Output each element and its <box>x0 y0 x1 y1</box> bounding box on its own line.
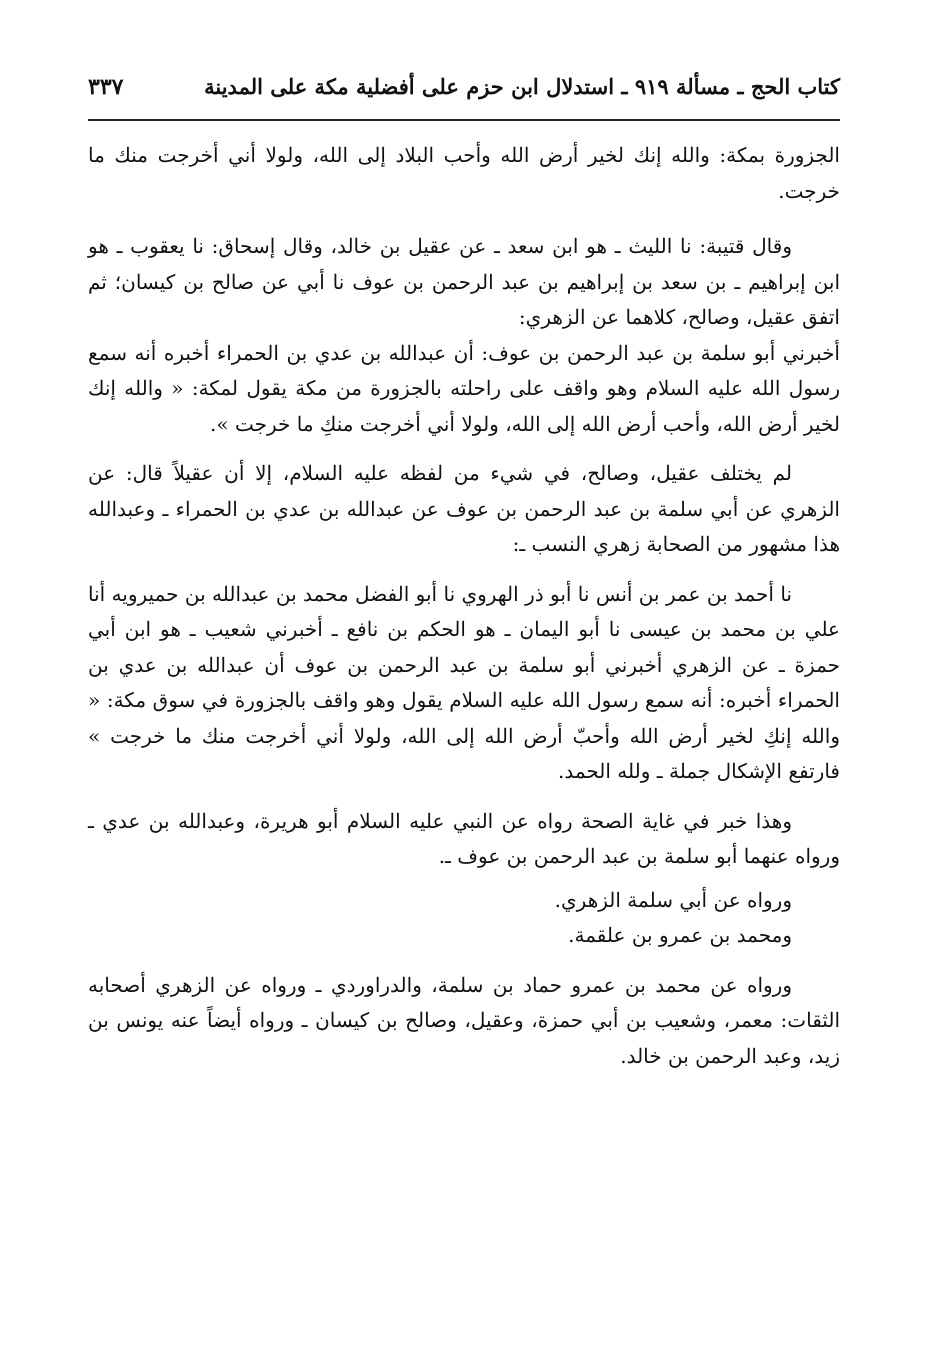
paragraph-isnad-qutayba: وقال قتيبة: نا الليث ـ هو ابن سعد ـ عن عقيل بن خالد، وقال إسحاق: نا يعقوب ـ هو ابن إبراهيم ـ بن سعد بن إبراهيم بن عبد الرحمن بن عوف نا أبي عن صالح بن كيسان؛ ثم اتفق عقيل، وصالح، كلاهما عن الزهري: <box>88 234 840 329</box>
paragraph-muhammad: ومحمد بن عمرو بن علقمة. <box>568 923 792 947</box>
paragraph-agreement: لم يختلف عقيل، وصالح، في شيء من لفظه عليه السلام، إلا أن عقيلاً قال: عن الزهري عن أبي سلمة بن عبد الرحمن بن عوف عن عبدالله بن عدي بن الحمراء ـ وعبدالله هذا مشهور من الصحابة زهري النسب ـ: <box>88 461 840 556</box>
running-header <box>88 70 840 110</box>
paragraph-zuhri: ورواه عن أبي سلمة الزهري. <box>554 887 792 912</box>
paragraph-hadith-text: أخبرني أبو سلمة بن عبد الرحمن بن عوف: أن عبدالله بن عدي بن الحمراء أخبره أنه سمع رسول الله عليه السلام وهو واقف على راحلته بالجزورة من مكة يقول لمكة: « والله إنك لخير أرض الله، وأحب أرض الله إلى الله، ولولا أني أخرجت منكِ ما خرجت ». <box>88 340 840 436</box>
paragraph-authenticity: وهذا خبر في غاية الصحة رواه عن النبي عليه السلام أبو هريرة، وعبدالله بن عدي ـ ورواه عنهما أبو سلمة بن عبد الرحمن بن عوف ـ. <box>88 808 840 868</box>
paragraph-isnad-ahmad: نا أحمد بن عمر بن أنس نا أبو ذر الهروي نا أبو الفضل محمد بن عبدالله بن حميرويه أنا علي بن محمد بن عيسى نا أبو اليمان ـ هو الحكم بن نافع ـ أخبرني شعيب ـ هو ابن أبي حمزة ـ عن الزهري أخبرني أبو سلمة بن عبد الرحمن بن عوف أن عبدالله بن عدي بن الحمراء أخبره: أنه سمع رسول الله عليه السلام يقول وهو واقف بالجزورة في سوق مكة: « والله إنكِ لخير أرض الله وأحبّ أرض الله إلى الله، ولولا أني أخرجت منك ما خرجت » فارتفع الإشكال جملة ـ ولله الحمد. <box>88 581 840 783</box>
paragraph-continuation: الجزورة بمكة: والله إنك لخير أرض الله وأحب البلاد إلى الله، ولولا أني أخرجت منك ما خرجت. <box>88 143 840 203</box>
paragraph-narrators: ورواه عن محمد بن عمرو حماد بن سلمة، والدراوردي ـ ورواه عن الزهري أصحابه الثقات: معمر، وشعيب بن أبي حمزة، وعقيل، وصالح بن كيسان ـ ورواه أيضاً عنه يونس بن زيد، وعبد الرحمن بن خالد. <box>88 972 840 1068</box>
header-rule <box>88 119 840 121</box>
page-body <box>88 138 840 1074</box>
header-title: كتاب الحج ـ مسألة ٩١٩ ـ استدلال ابن حزم على أفضلية مكة على المدينة <box>204 74 840 99</box>
page-number: ٣٣٧ <box>88 74 124 100</box>
